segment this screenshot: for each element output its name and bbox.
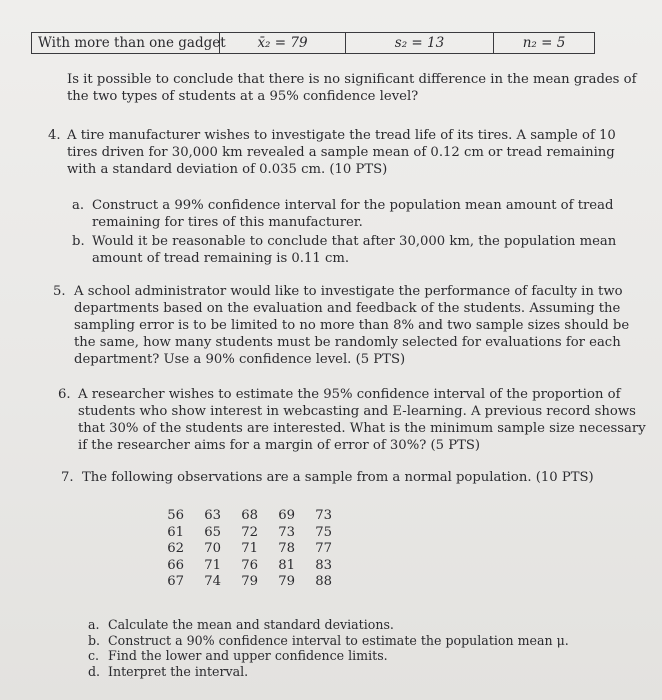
text-line: with a standard deviation of 0.035 cm. (10 PTS): [67, 162, 388, 177]
observation-cell: 73: [278, 524, 295, 540]
part-text: Interpret the interval.: [108, 663, 249, 679]
observation-cell: 62: [167, 541, 184, 556]
observation-cell: 74: [204, 574, 221, 589]
mean-cell: x̄₂ = 79: [220, 33, 346, 53]
part-label: b.: [72, 234, 85, 249]
table-row: [160, 541, 332, 558]
observation-cell: 67: [167, 574, 184, 589]
text-line: A tire manufacturer wishes to investigate the tread life of its tires. A sample of 10: [67, 128, 616, 143]
table-row: [160, 525, 332, 542]
observation-cell: 79: [241, 574, 258, 589]
question-7: [61, 469, 594, 486]
text-line: A school administrator would like to investigate the performance of faculty in two: [74, 284, 623, 299]
question-number: 6.: [58, 387, 71, 402]
part-label: c.: [88, 648, 100, 663]
observation-cell: 70: [204, 541, 221, 556]
text-line: students who show interest in webcasting and E-learning. A previous record shows: [78, 404, 636, 419]
observation-cell: 78: [278, 541, 295, 556]
list-item: [88, 617, 569, 633]
table-row: [160, 574, 332, 591]
text-line: tires driven for 30,000 km revealed a sample mean of 0.12 cm or tread remaining: [67, 145, 615, 160]
question-number: 5.: [53, 284, 66, 299]
observation-cell: 66: [167, 557, 184, 573]
observation-cell: 71: [204, 557, 221, 573]
text-line: Would it be reasonable to conclude that after 30,000 km, the population mean: [92, 234, 617, 249]
observation-cell: 81: [278, 557, 295, 573]
text-line: The following observations are a sample from a normal population. (10 PTS): [82, 470, 594, 485]
question-3-conclusion: [67, 71, 636, 105]
std-dev-cell: s₂ = 13: [346, 33, 494, 53]
text-line: A researcher wishes to estimate the 95% confidence interval of the proportion of: [78, 387, 621, 402]
observation-cell: 75: [315, 524, 332, 540]
text-line: departments based on the evaluation and feedback of the students. Assuming the: [74, 301, 621, 316]
question-7-parts: [88, 617, 569, 679]
observation-cell: 65: [204, 524, 221, 540]
text-line: Is it possible to conclude that there is no significant difference in the mean grades of: [67, 72, 637, 87]
observation-cell: 72: [241, 524, 258, 540]
part-label: d.: [88, 663, 101, 679]
part-text: Calculate the mean and standard deviations.: [108, 617, 394, 632]
observation-cell: 73: [315, 508, 332, 523]
question-4-part-a: [72, 197, 613, 231]
observation-cell: 63: [204, 508, 221, 523]
observation-cell: 83: [315, 557, 332, 573]
table-row: [160, 558, 332, 575]
text-line: that 30% of the students are interested. What is the minimum sample size necessary: [78, 421, 646, 436]
question-number: 7.: [61, 470, 74, 485]
text-line: Construct a 99% confidence interval for the population mean amount of tread: [92, 198, 614, 213]
question-4: [48, 127, 616, 178]
text-line: department? Use a 90% confidence level. (5 PTS): [74, 352, 406, 367]
text-line: the same, how many students must be randomly selected for evaluations for each: [74, 335, 621, 350]
observation-cell: 79: [278, 574, 295, 589]
observation-cell: 76: [241, 557, 258, 573]
observation-cell: 88: [315, 574, 332, 589]
list-item: [88, 664, 569, 680]
text-line: amount of tread remaining is 0.11 cm.: [92, 251, 350, 266]
list-item: [88, 648, 569, 664]
observation-cell: 77: [315, 541, 332, 556]
observation-cell: 69: [278, 508, 295, 523]
table-row: [160, 508, 332, 525]
group-label-cell: With more than one gadget: [32, 33, 220, 53]
question-5: [53, 283, 629, 368]
observation-cell: 71: [241, 541, 258, 556]
list-item: [88, 633, 569, 649]
observation-cell: 61: [167, 524, 184, 540]
summary-table-row: [31, 32, 595, 54]
part-label: a.: [88, 617, 100, 632]
part-label: b.: [88, 632, 101, 648]
part-text: Construct a 90% confidence interval to estimate the population mean μ.: [108, 632, 569, 648]
observation-cell: 56: [167, 508, 184, 523]
text-line: the two types of students at a 95% confidence level?: [67, 89, 419, 104]
text-line: remaining for tires of this manufacturer.: [92, 215, 363, 230]
observation-cell: 68: [241, 508, 258, 523]
question-4-part-b: [72, 233, 616, 267]
question-6: [58, 386, 646, 454]
text-line: sampling error is to be limited to no more than 8% and two sample sizes should be: [74, 318, 630, 333]
sample-size-cell: n₂ = 5: [522, 35, 566, 51]
part-text: Find the lower and upper confidence limits.: [108, 648, 388, 663]
part-label: a.: [72, 198, 85, 213]
question-number: 4.: [48, 128, 61, 143]
observations-table: [160, 508, 332, 591]
text-line: if the researcher aims for a margin of error of 30%? (5 PTS): [78, 438, 481, 453]
